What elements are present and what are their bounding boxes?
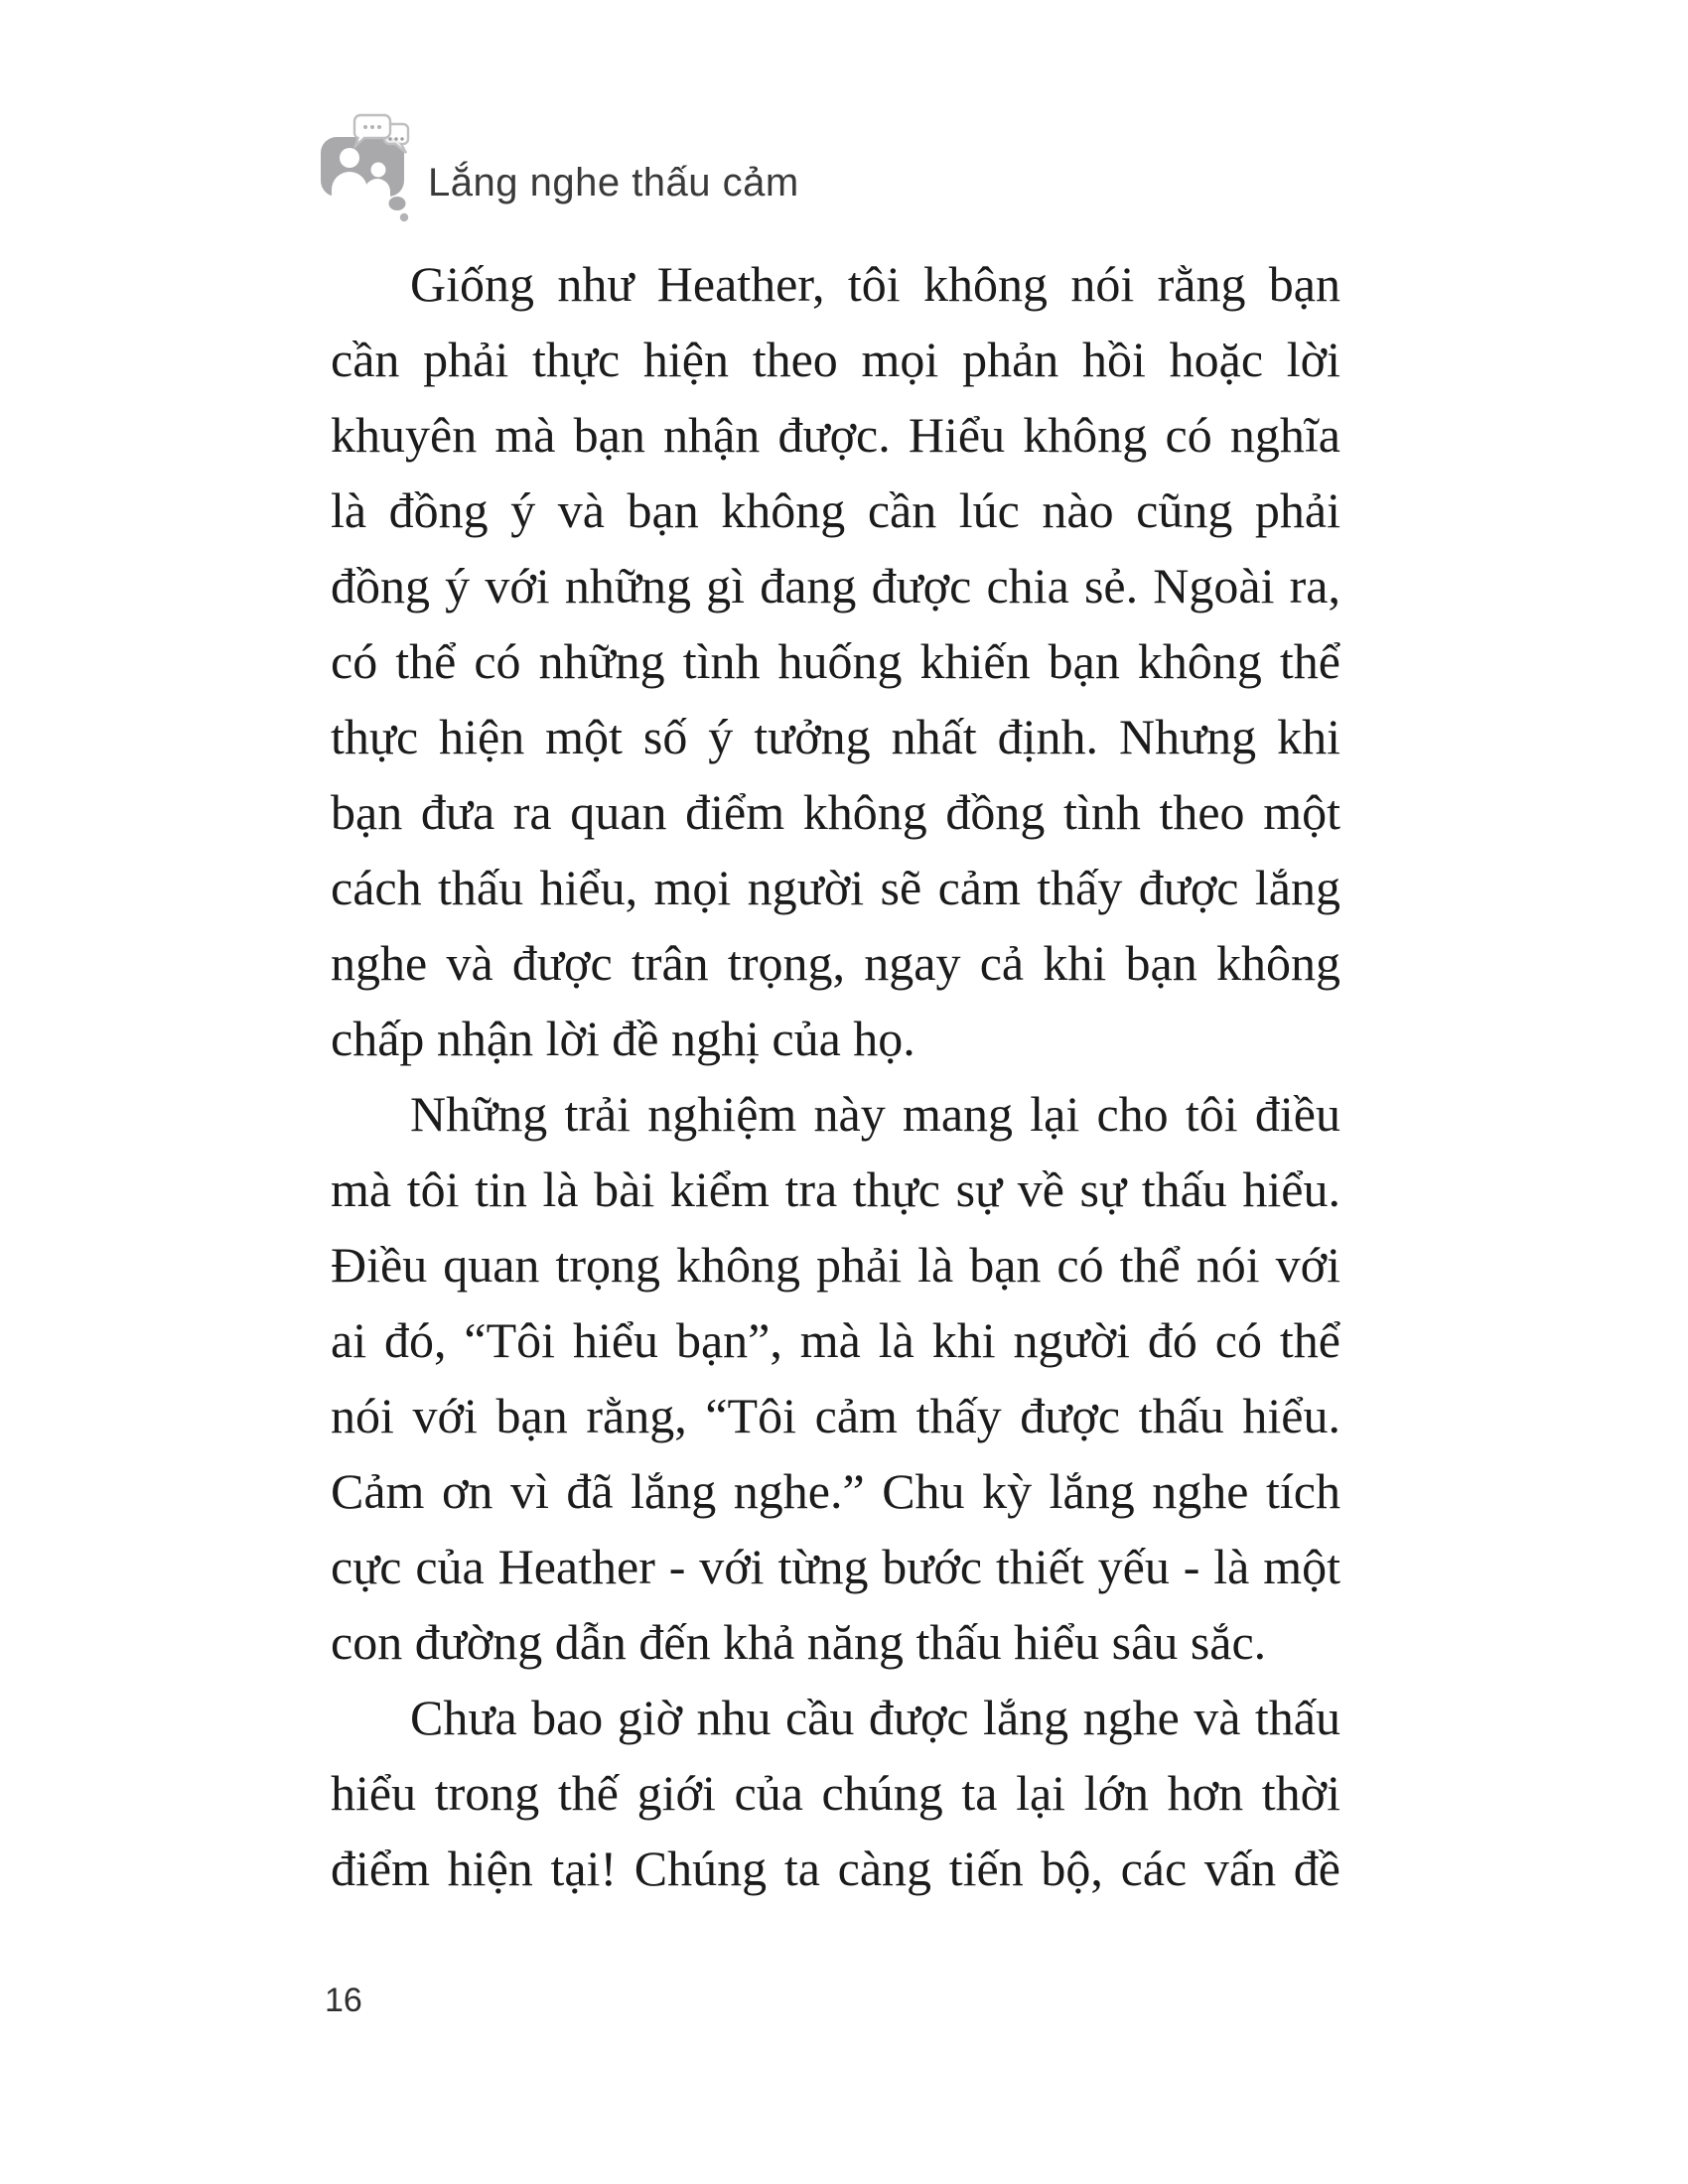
page-header <box>313 84 799 233</box>
running-head-title: Lắng nghe thấu cảm <box>428 161 799 205</box>
thought-dots-icon <box>389 197 409 221</box>
paragraph-3: Chưa bao giờ nhu cầu được lắng nghe và thấu hiểu trong thế giới của chúng ta lại lớn hơn thời điểm hiện tại! Chúng ta càng tiến bộ, các vấn đề <box>331 1690 1340 1896</box>
body-text <box>331 246 1340 1906</box>
empathic-listening-logo-icon <box>313 84 422 233</box>
paragraph-2: Những trải nghiệm này mang lại cho tôi điều mà tôi tin là bài kiểm tra thực sự về sự thấu hiểu. Điều quan trọng không phải là bạn có thể nói với ai đó, “Tôi hiểu bạn”, mà là khi người đó có thể nói với bạn rằng, “Tôi cảm thấy được thấu hiểu. Cảm ơn vì đã lắng nghe.” Chu kỳ lắng nghe tích cực của Heather - với từng bước thiết yếu - là một con đường dẫn đến khả năng thấu hiểu sâu sắc. <box>331 1086 1340 1670</box>
page-number: 16 <box>325 1981 362 2019</box>
paragraph-1: Giống như Heather, tôi không nói rằng bạn cần phải thực hiện theo mọi phản hồi hoặc lời khuyên mà bạn nhận được. Hiểu không có nghĩa là đồng ý và bạn không cần lúc nào cũng phải đồng ý với những gì đang được chia sẻ. Ngoài ra, có thể có những tình huống khiến bạn không thể thực hiện một số ý tưởng nhất định. Nhưng khi bạn đưa ra quan điểm không đồng tình theo một cách thấu hiểu, mọi người sẽ cảm thấy được lắng nghe và được trân trọng, ngay cả khi bạn không chấp nhận lời đề nghị của họ. <box>331 256 1340 1066</box>
